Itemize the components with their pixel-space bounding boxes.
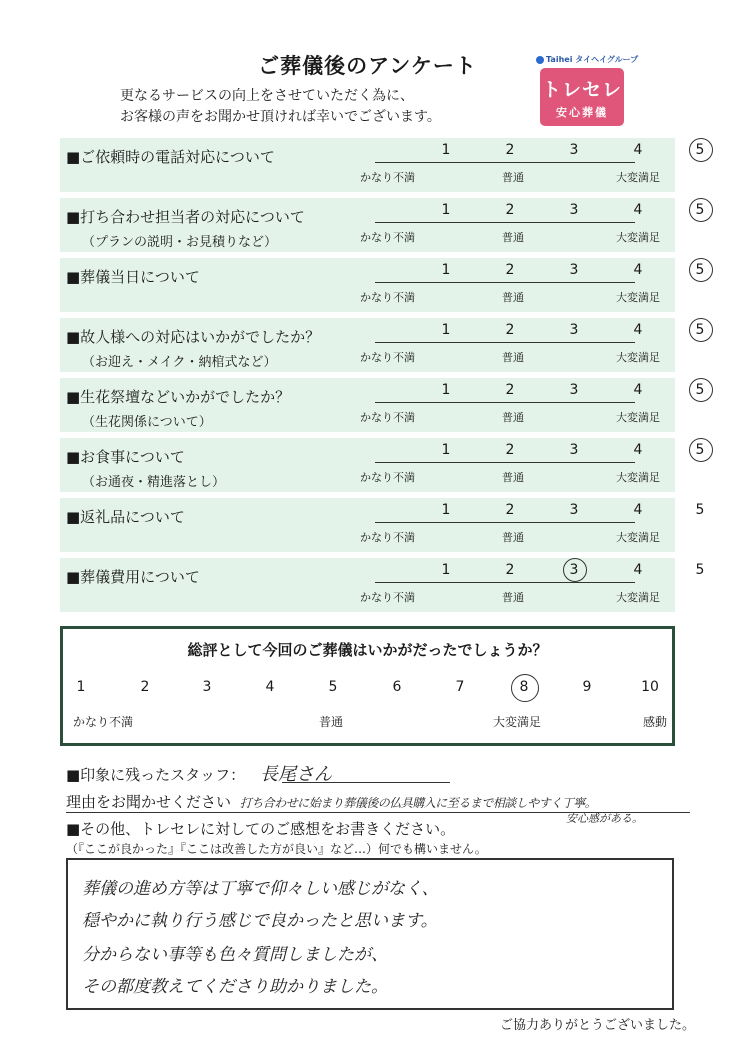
scale-label-mid: 普通	[502, 171, 524, 184]
overall-option[interactable]: 2	[140, 679, 150, 695]
answer-circle	[689, 258, 713, 282]
answer-circle	[689, 318, 713, 342]
rating-option[interactable]: 5	[695, 262, 705, 278]
rating-option[interactable]: 5	[695, 502, 705, 518]
scale-label-low: かなり不満	[360, 591, 415, 604]
scale-label-mid: 普通	[502, 531, 524, 544]
rating-scale[interactable]	[360, 442, 705, 490]
logo-badge	[540, 68, 624, 126]
rating-option[interactable]: 5	[695, 382, 705, 398]
question-text: ■故人様への対応はいかがでしたか？	[66, 328, 321, 346]
scale-label-low: かなり不満	[360, 351, 415, 364]
overall-option[interactable]: 1	[76, 679, 86, 695]
scale-line	[375, 162, 635, 163]
rating-option[interactable]: 1	[441, 142, 451, 158]
answer-circle	[563, 558, 587, 582]
rating-option[interactable]: 4	[633, 442, 643, 458]
scale-label-mid: 普通	[502, 471, 524, 484]
scale-label-mid: 普通	[502, 231, 524, 244]
taihei-mark-icon	[536, 56, 544, 64]
overall-option[interactable]: 6	[392, 679, 402, 695]
rating-scale[interactable]	[360, 502, 705, 550]
reason-section	[66, 791, 596, 812]
rating-scale[interactable]	[360, 382, 705, 430]
rating-option[interactable]: 5	[695, 142, 705, 158]
overall-option[interactable]: 3	[202, 679, 212, 695]
staff-label: ■印象に残ったスタッフ：	[66, 766, 246, 784]
comment-line: その都度教えてくださり助かりました。	[82, 977, 388, 997]
rating-option[interactable]: 4	[633, 382, 643, 398]
question-text: ■ご依頼時の電話対応について	[66, 148, 275, 166]
other-label: ■その他、トレセレに対してのご感想をお書きください。	[66, 820, 456, 838]
rating-scale[interactable]	[360, 202, 705, 250]
logo-brand: Taihei	[546, 55, 573, 64]
scale-label-high: 大変満足	[616, 591, 660, 604]
company-logo	[536, 54, 639, 126]
scale-line	[375, 282, 635, 283]
overall-answer-circle	[511, 674, 539, 702]
question-row	[60, 498, 705, 552]
rating-scale[interactable]	[360, 262, 705, 310]
overall-option[interactable]: 7	[455, 679, 465, 695]
question-text: ■葬儀当日について	[66, 268, 200, 286]
scale-label-high: 大変満足	[616, 231, 660, 244]
rating-option[interactable]: 1	[441, 502, 451, 518]
rating-option[interactable]: 5	[695, 562, 705, 578]
scale-line	[375, 342, 635, 343]
logo-group-line	[536, 54, 639, 65]
rating-option[interactable]: 1	[441, 562, 451, 578]
scale-label-high: 大変満足	[616, 171, 660, 184]
comment-line: 分からない事等も色々質問しましたが、	[82, 945, 388, 965]
rating-option[interactable]: 2	[505, 502, 515, 518]
rating-option[interactable]: 4	[633, 562, 643, 578]
comment-box[interactable]	[66, 858, 674, 1010]
rating-option[interactable]: 3	[569, 142, 579, 158]
question-row	[60, 558, 705, 612]
scale-label-high: 大変満足	[616, 411, 660, 424]
rating-scale[interactable]	[360, 142, 705, 190]
scale-line	[375, 402, 635, 403]
overall-option[interactable]: 9	[582, 679, 592, 695]
logo-main: トレセレ	[541, 79, 622, 101]
scale-label-mid: 普通	[502, 351, 524, 364]
intro-line-2: お客様の声をお聞かせ頂ければ幸いでございます。	[120, 109, 441, 125]
question-row	[60, 438, 705, 492]
rating-option[interactable]: 1	[441, 322, 451, 338]
overall-label-top: 感動	[643, 715, 668, 729]
rating-option[interactable]: 1	[441, 202, 451, 218]
overall-rating-box	[60, 626, 675, 746]
rating-option[interactable]: 2	[505, 562, 515, 578]
answer-circle	[689, 438, 713, 462]
rating-option[interactable]: 2	[505, 382, 515, 398]
intro-text	[120, 86, 441, 128]
scale-label-mid: 普通	[502, 591, 524, 604]
question-subtext: （お通夜・精進落とし）	[82, 475, 226, 490]
rating-option[interactable]: 4	[633, 142, 643, 158]
question-subtext: （お迎え・メイク・納棺式など）	[82, 355, 277, 370]
scale-line	[375, 222, 635, 223]
scale-label-mid: 普通	[502, 291, 524, 304]
question-text: ■お食事について	[66, 448, 185, 466]
logo-sub: 安心葬儀	[556, 106, 608, 119]
scale-label-mid: 普通	[502, 411, 524, 424]
question-subtext: （生花関係について）	[82, 415, 212, 430]
scale-label-high: 大変満足	[616, 471, 660, 484]
staff-name[interactable]: 長尾さん	[259, 764, 332, 785]
rating-option[interactable]: 5	[695, 442, 705, 458]
rating-option[interactable]: 3	[569, 202, 579, 218]
rating-option[interactable]: 2	[505, 322, 515, 338]
overall-option[interactable]: 10	[641, 679, 659, 695]
overall-option[interactable]: 5	[328, 679, 338, 695]
comment-line: 穏やかに執り行う感じで良かったと思います。	[82, 911, 438, 931]
rating-option[interactable]: 3	[569, 442, 579, 458]
scale-line	[375, 582, 635, 583]
rating-option[interactable]: 4	[633, 502, 643, 518]
rating-option[interactable]: 1	[441, 262, 451, 278]
rating-option[interactable]: 3	[569, 322, 579, 338]
overall-label-low: かなり不満	[73, 715, 134, 729]
page-title: ご葬儀後のアンケート	[258, 54, 477, 78]
comment-line: 葬儀の進め方等は丁寧で仰々しい感じがなく、	[82, 879, 439, 899]
scale-label-high: 大変満足	[616, 531, 660, 544]
staff-underline	[282, 782, 450, 783]
thanks-text: ご協力ありがとうございました。	[499, 1018, 695, 1033]
reason-text[interactable]: 打ち合わせに始まり葬儀後の仏具購入に至るまで相談しやすく丁寧。	[239, 796, 597, 810]
scale-label-low: かなり不満	[360, 411, 415, 424]
overall-option[interactable]: 8	[519, 679, 529, 695]
reason-text-continued: 安心感がある。	[566, 812, 643, 825]
rating-option[interactable]: 2	[505, 142, 515, 158]
rating-option[interactable]: 2	[505, 442, 515, 458]
rating-option[interactable]: 4	[633, 202, 643, 218]
question-row	[60, 258, 705, 312]
rating-option[interactable]: 1	[441, 442, 451, 458]
rating-scale[interactable]	[360, 322, 705, 370]
question-row	[60, 138, 705, 192]
overall-option[interactable]: 4	[265, 679, 275, 695]
scale-line	[375, 522, 635, 523]
overall-label-high: 大変満足	[493, 715, 542, 729]
question-text: ■返礼品について	[66, 508, 185, 526]
scale-label-low: かなり不満	[360, 471, 415, 484]
question-text: ■生花祭壇などいかがでしたか？	[66, 388, 291, 406]
question-row	[60, 198, 705, 252]
question-text: ■打ち合わせ担当者の対応について	[66, 208, 305, 226]
rating-option[interactable]: 4	[633, 322, 643, 338]
rating-option[interactable]: 5	[695, 202, 705, 218]
rating-option[interactable]: 4	[633, 262, 643, 278]
rating-option[interactable]: 2	[505, 202, 515, 218]
scale-label-low: かなり不満	[360, 171, 415, 184]
intro-line-1: 更なるサービスの向上をさせていただく為に、	[120, 88, 414, 104]
rating-option[interactable]: 2	[505, 262, 515, 278]
rating-option[interactable]: 3	[569, 262, 579, 278]
scale-line	[375, 462, 635, 463]
rating-option[interactable]: 3	[569, 562, 579, 578]
answer-circle	[689, 198, 713, 222]
logo-group: タイヘイグループ	[575, 55, 639, 64]
overall-question: 総評として今回のご葬儀はいかがだったでしょうか？	[187, 641, 548, 659]
scale-label-low: かなり不満	[360, 291, 415, 304]
rating-option[interactable]: 3	[569, 382, 579, 398]
rating-option[interactable]: 1	[441, 382, 451, 398]
reason-label: 理由をお聞かせください	[66, 793, 232, 811]
rating-option[interactable]: 3	[569, 502, 579, 518]
answer-circle	[689, 378, 713, 402]
rating-option[interactable]: 5	[695, 322, 705, 338]
scale-label-high: 大変満足	[616, 291, 660, 304]
scale-label-high: 大変満足	[616, 351, 660, 364]
question-row	[60, 378, 705, 432]
other-hint: （『ここが良かった』『ここは改善した方が良い』など…）何でも構いません。	[66, 842, 487, 856]
question-subtext: （プランの説明・お見積りなど）	[82, 235, 278, 250]
scale-label-low: かなり不満	[360, 231, 415, 244]
question-row	[60, 318, 705, 372]
rating-scale[interactable]	[360, 562, 705, 610]
answer-circle	[689, 138, 713, 162]
scale-label-low: かなり不満	[360, 531, 415, 544]
overall-label-mid: 普通	[319, 715, 344, 729]
question-text: ■葬儀費用について	[66, 568, 200, 586]
